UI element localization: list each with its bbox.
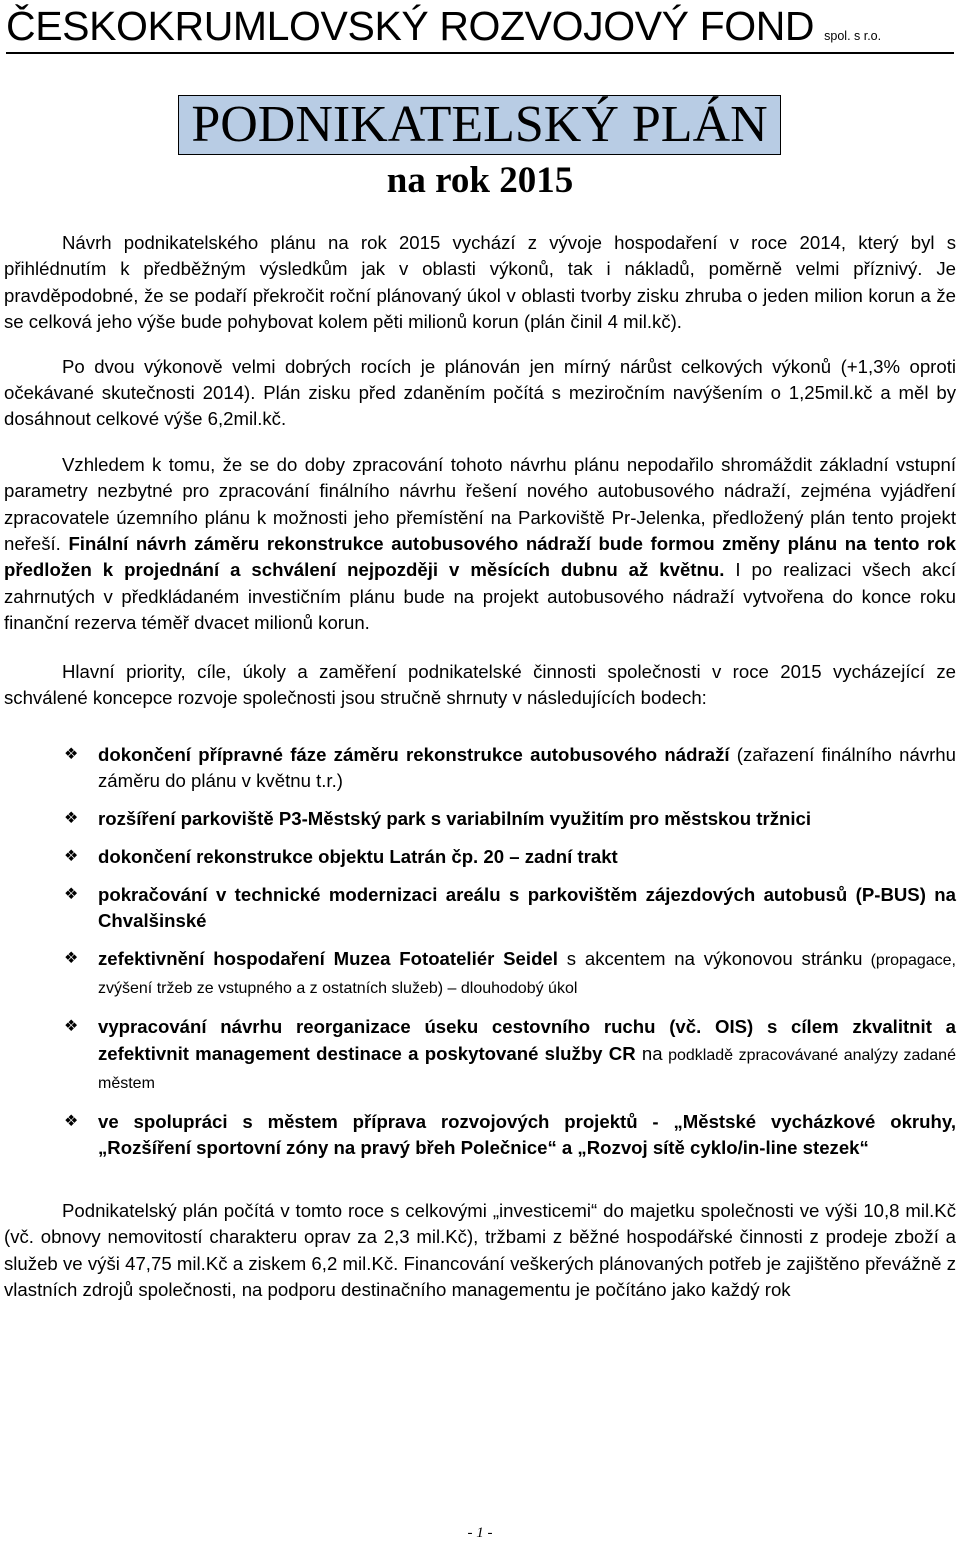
paragraph-intro: Návrh podnikatelského plánu na rok 2015 vychází z vývoje hospodaření v roce 2014, který byl s přihlédnutím k předběžným výsledkům jak v oblasti výkonů, tak i nákladů, poměrně velmi příznivý. Je pravděpodobné, že se podaří překročit roční plánovaný úkol v oblasti tvorby zisku zhruba o jeden milion korun a že se celková jeho výše bude pohybovat kolem pěti milionů korun (plán činil 4 mil.kč). bbox=[4, 232, 956, 333]
diamond-bullet-icon: ❖ bbox=[64, 847, 79, 865]
paragraph-bus-station-end: I po realizaci všech akcí zahrnutých v předkládaném investičním plánu bude na projekt autobusového nádraží vytvořena do konce roku finanční rezerva téměř dvacet milionů korun. bbox=[4, 559, 956, 634]
list-item-bold: dokončení rekonstrukce objektu Latrán čp. 20 – zadní trakt bbox=[98, 845, 618, 867]
list-item-bold: pokračování v technické modernizaci areálu s parkovištěm zájezdových autobusů (P-BUS) na Chvalšinské bbox=[98, 883, 956, 932]
list-item-text: s akcentem na výkonovou stránku bbox=[557, 947, 863, 969]
paragraph-bus-station-emphasis: Finální návrh záměru rekonstrukce autobusového nádraží bude formou změny plánu na tento rok předložen k projednání a schválení nejpozději v měsících dubnu až květnu. bbox=[4, 533, 956, 581]
document-body bbox=[4, 230, 956, 1303]
diamond-bullet-icon: ❖ bbox=[64, 949, 79, 967]
list-item-note: (propagace, zvýšení tržeb ze vstupného a z ostatních služeb) – dlouhodobý úkol bbox=[98, 951, 956, 998]
list-item-note: podkladě zpracovávané analýzy zadané městem bbox=[98, 1046, 956, 1093]
paragraph-bus-station-text: Vzhledem k tomu, že se do doby zpracování tohoto návrhu plánu nepodařilo shromáždit základní vstupní parametry nezbytné pro zpracování finálního návrhu řešení nového autobusového nádraží, zejména vyjádření zpracovatele územního plánu k možnosti jeho přemístění na Parkoviště Pr-Jelenka, předložený plán tento projekt neřeší. bbox=[4, 453, 956, 555]
list-item bbox=[4, 1014, 956, 1097]
paragraph-performance: Po dvou výkonově velmi dobrých rocích je plánován jen mírný nárůst celkových výkonů (+1,3% oproti očekávané skutečnosti 2014). Plán zisku před zdaněním počítá s meziročním navýšením o 1,25mil.kč a měl by dosáhnout celkové výše 6,2mil.kč. bbox=[4, 355, 956, 430]
list-item-text: na bbox=[635, 1042, 663, 1064]
diamond-bullet-icon: ❖ bbox=[64, 809, 79, 827]
diamond-bullet-icon: ❖ bbox=[64, 885, 79, 903]
list-item bbox=[4, 882, 956, 935]
list-item bbox=[4, 806, 956, 832]
list-item bbox=[4, 844, 956, 870]
list-item-bold: rozšíření parkoviště P3-Městský park s variabilním využitím pro městskou tržnici bbox=[98, 807, 812, 829]
document-subtitle: na rok 2015 bbox=[386, 160, 574, 201]
list-item bbox=[4, 1109, 956, 1162]
diamond-bullet-icon: ❖ bbox=[64, 1018, 79, 1036]
list-item-text: (zařazení finálního návrhu záměru do plánu v květnu t.r.) bbox=[98, 743, 956, 791]
paragraph-investments: Podnikatelský plán počítá v tomto roce s celkovými „investicemi“ do majetku společnosti ve výši 10,8 mil.Kč (vč. obnovy nemovitostí charakteru oprav za 2,3 mil.Kč), tržbami z běžné hospodářské činnosti z prodeje zboží a služeb ve výši 47,75 mil.Kč a ziskem 6,2 mil.Kč. Financování veškerých plánovaných potřeb je zajištěno převážně z vlastních zdrojů společnosti, na podporu destinačního managementu je počítáno jako každý rok bbox=[4, 1199, 956, 1300]
page-header bbox=[6, 4, 954, 54]
list-item bbox=[4, 946, 956, 1003]
priority-list bbox=[4, 742, 956, 1162]
list-item bbox=[4, 742, 956, 795]
list-item-bold: vypracování návrhu reorganizace úseku cestovního ruchu (vč. OIS) s cílem zkvalitnit a zefektivnit management destinace a poskytované služby CR bbox=[98, 1016, 956, 1064]
organization-name: ČESKOKRUMLOVSKÝ ROZVOJOVÝ FOND bbox=[6, 4, 815, 49]
list-item-bold: zefektivnění hospodaření Muzea Fotoateliér Seidel bbox=[98, 947, 558, 969]
paragraph-bus-station bbox=[4, 452, 956, 637]
diamond-bullet-icon: ❖ bbox=[64, 745, 79, 763]
list-item-bold: ve spolupráci s městem příprava rozvojových projektů - „Městské vycházkové okruhy, „Rozšíření sportovní zóny na pravý břeh Polečnice“ a „Rozvoj sítě cyklo/in-line stezek“ bbox=[98, 1110, 956, 1159]
page-number: - 1 - bbox=[467, 1525, 493, 1541]
document-title: PODNIKATELSKÝ PLÁN bbox=[178, 95, 781, 155]
legal-form: spol. s r.o. bbox=[824, 29, 882, 43]
paragraph-priorities: Hlavní priority, cíle, úkoly a zaměření podnikatelské činnosti společnosti v roce 2015 vycházející ze schválené koncepce rozvoje společnosti jsou stručně shrnuty v následujících bodech: bbox=[4, 660, 956, 709]
diamond-bullet-icon: ❖ bbox=[64, 1112, 79, 1130]
list-item-bold: dokončení přípravné fáze záměru rekonstrukce autobusového nádraží bbox=[98, 743, 730, 765]
